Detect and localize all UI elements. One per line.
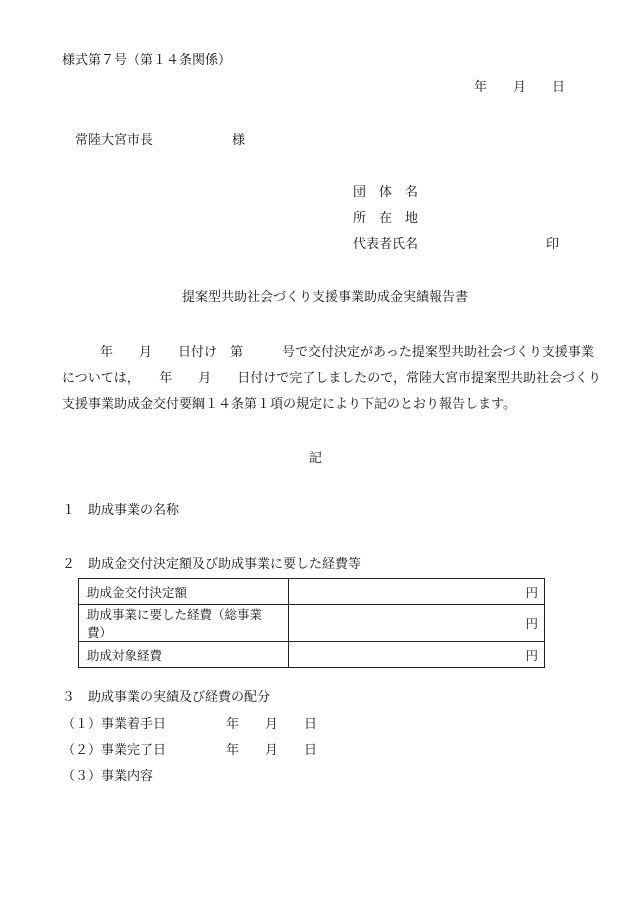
end-date-value: 年 月 日	[226, 743, 318, 758]
body-line-3: 支援事業助成金交付要綱１４条第１項の規定により下記のとおり報告します。	[62, 397, 516, 412]
table-row	[79, 579, 545, 605]
seal-mark: 印	[546, 237, 560, 252]
representative-label: 代表者氏名	[353, 237, 419, 252]
section-3-heading: ３ 助成事業の実績及び経費の配分	[62, 690, 271, 705]
content-label: （３）事業内容	[62, 769, 154, 784]
cost-label: 助成事業に要した経費（総事業費）	[79, 605, 289, 642]
start-date-label: （１）事業着手日	[62, 717, 167, 732]
cost-amount-cell: 円	[289, 605, 545, 642]
body-line-1: 年 月 日付け 第 号で交付決定があった提案型共助社会づくり支援事業	[100, 345, 594, 360]
cost-label: 助成対象経費	[79, 642, 289, 668]
addressee-honorific: 様	[232, 133, 246, 148]
start-date-value: 年 月 日	[226, 717, 318, 732]
section-2-heading: ２ 助成金交付決定額及び助成事業に要した経費等	[62, 557, 362, 572]
address-label: 所 在 地	[353, 211, 419, 226]
document-title: 提案型共助社会づくり支援事業助成金実績報告書	[182, 290, 469, 305]
table-row	[79, 605, 545, 642]
ki-heading: 記	[309, 451, 323, 466]
cost-amount-cell: 円	[289, 642, 545, 668]
cost-table	[78, 578, 545, 668]
form-number: 様式第７号（第１４条関係）	[62, 53, 232, 68]
addressee-name: 常陸大宮市長	[75, 133, 154, 148]
report-date: 年 月 日	[474, 80, 566, 95]
cost-label: 助成金交付決定額	[79, 579, 289, 605]
body-line-2: については， 年 月 日付けで完了しましたので，常陸大宮市提案型共助社会づくり	[62, 371, 601, 386]
org-name-label: 団 体 名	[353, 185, 419, 200]
table-row	[79, 642, 545, 668]
end-date-label: （２）事業完了日	[62, 743, 167, 758]
section-1-heading: １ 助成事業の名称	[62, 503, 180, 518]
cost-amount-cell: 円	[289, 579, 545, 605]
